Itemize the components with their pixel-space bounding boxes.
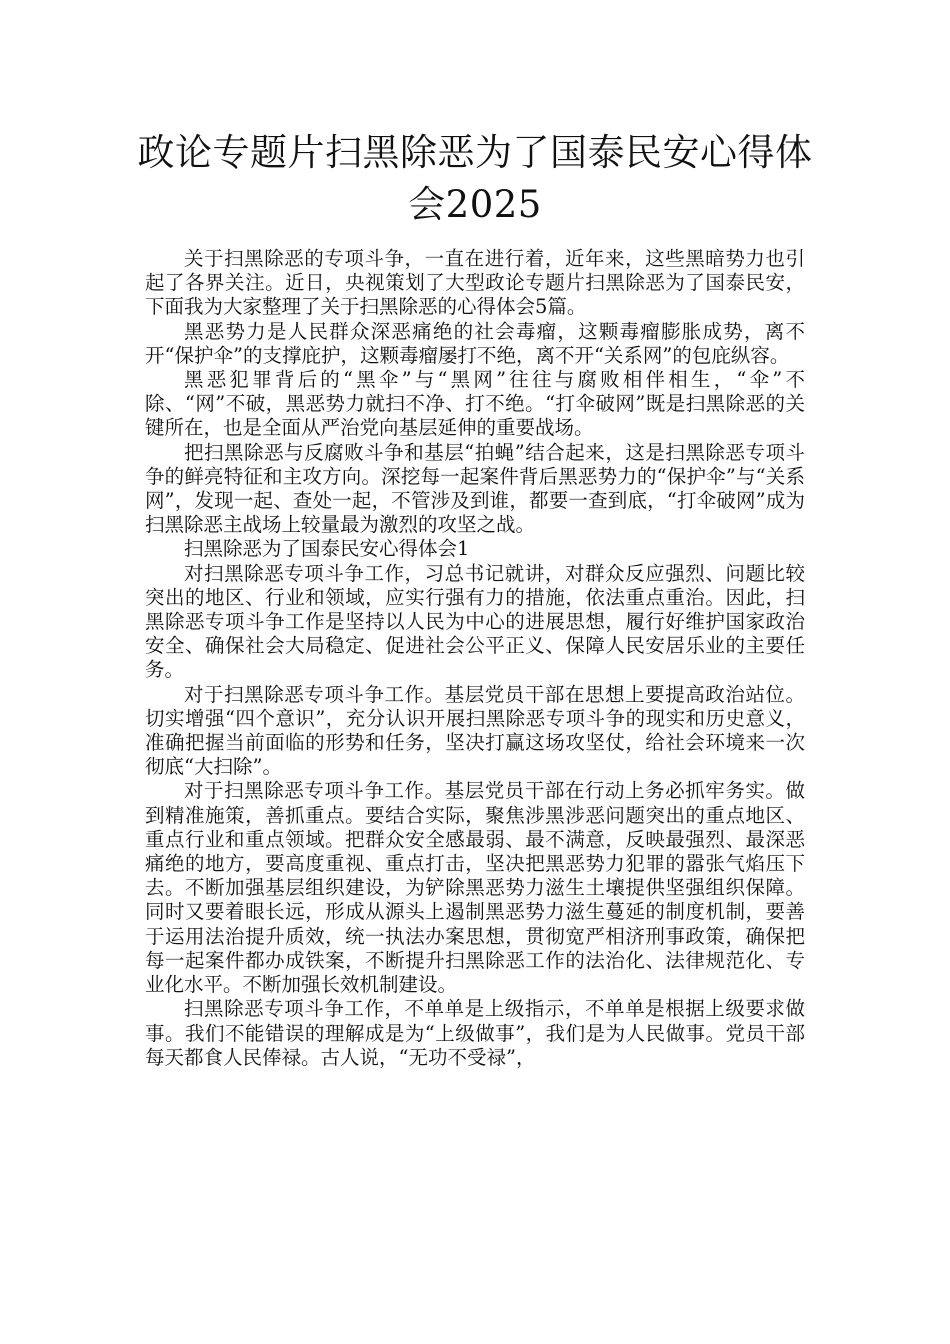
paragraph-intro: 关于扫黑除恶的专项斗争，一直在进行着，近年来，这些黑暗势力也引起了各界关注。近日，央视策划了大型政论专题片扫黑除恶为了国泰民安，下面我为大家整理了关于扫黑除恶的心得体会5篇。 (145, 247, 805, 319)
paragraph: 对于扫黑除恶专项斗争工作。基层党员干部在思想上要提高政治站位。切实增强“四个意识”，充分认识开展扫黑除恶专项斗争的现实和历史意义，准确把握当前面临的形势和任务，坚决打赢这场攻坚仗，给社会环境来一次彻底“大扫除”。 (145, 682, 805, 779)
document-body (145, 247, 805, 1070)
section-heading: 扫黑除恶为了国泰民安心得体会1 (184, 537, 470, 561)
paragraph: 对于扫黑除恶专项斗争工作。基层党员干部在行动上务必抓牢务实。做到精准施策，善抓重点。要结合实际，聚焦涉黑涉恶问题突出的重点地区、重点行业和重点领域。把群众安全感最弱、最不满意，反映最强烈、最深恶痛绝的地方，要高度重视、重点打击，坚决把黑恶势力犯罪的嚣张气焰压下去。不断加强基层组织建设，为铲除黑恶势力滋生土壤提供坚强组织保障。同时又要着眼长远，形成从源头上遏制黑恶势力滋生蔓延的制度机制，要善于运用法治提升质效，统一执法办案思想，贯彻宽严相济刑事政策，确保把每一起案件都办成铁案，不断提升扫黑除恶工作的法治化、法律规范化、专业化水平。不断加强长效机制建设。 (145, 779, 805, 997)
paragraph: 黑恶势力是人民群众深恶痛绝的社会毒瘤，这颗毒瘤膨胀成势，离不开“保护伞”的支撑庇护，这颗毒瘤屡打不绝，离不开“关系网”的包庇纵容。 (145, 319, 805, 367)
paragraph: 扫黑除恶专项斗争工作，不单单是上级指示，不单单是根据上级要求做事。我们不能错误的理解成是为“上级做事”，我们是为人民做事。党员干部每天都食人民俸禄。古人说，“无功不受禄”， (145, 997, 805, 1069)
paragraph: 黑恶犯罪背后的“黑伞”与“黑网”往往与腐败相伴相生，“伞”不除、“网”不破，黑恶势力就扫不净、打不绝。“打伞破网”既是扫黑除恶的关键所在，也是全面从严治党向基层延伸的重要战场。 (145, 368, 805, 440)
paragraph: 对扫黑除恶专项斗争工作，习总书记就讲，对群众反应强烈、问题比较突出的地区、行业和领域，应实行强有力的措施，依法重点重治。因此，扫黑除恶专项斗争工作是坚持以人民为中心的进展思想，履行好维护国家政治安全、确保社会大局稳定、促进社会公平正义、保障人民安居乐业的主要任务。 (145, 561, 805, 682)
document-title: 政论专题片扫黑除恶为了国泰民安心得体会2025 (137, 131, 813, 226)
paragraph: 把扫黑除恶与反腐败斗争和基层“拍蝇”结合起来，这是扫黑除恶专项斗争的鲜亮特征和主攻方向。深挖每一起案件背后黑恶势力的“保护伞”与“关系网”，发现一起、查处一起，不管涉及到谁，都要一查到底，“打伞破网”成为扫黑除恶主战场上较量最为激烈的攻坚之战。 (145, 440, 805, 537)
